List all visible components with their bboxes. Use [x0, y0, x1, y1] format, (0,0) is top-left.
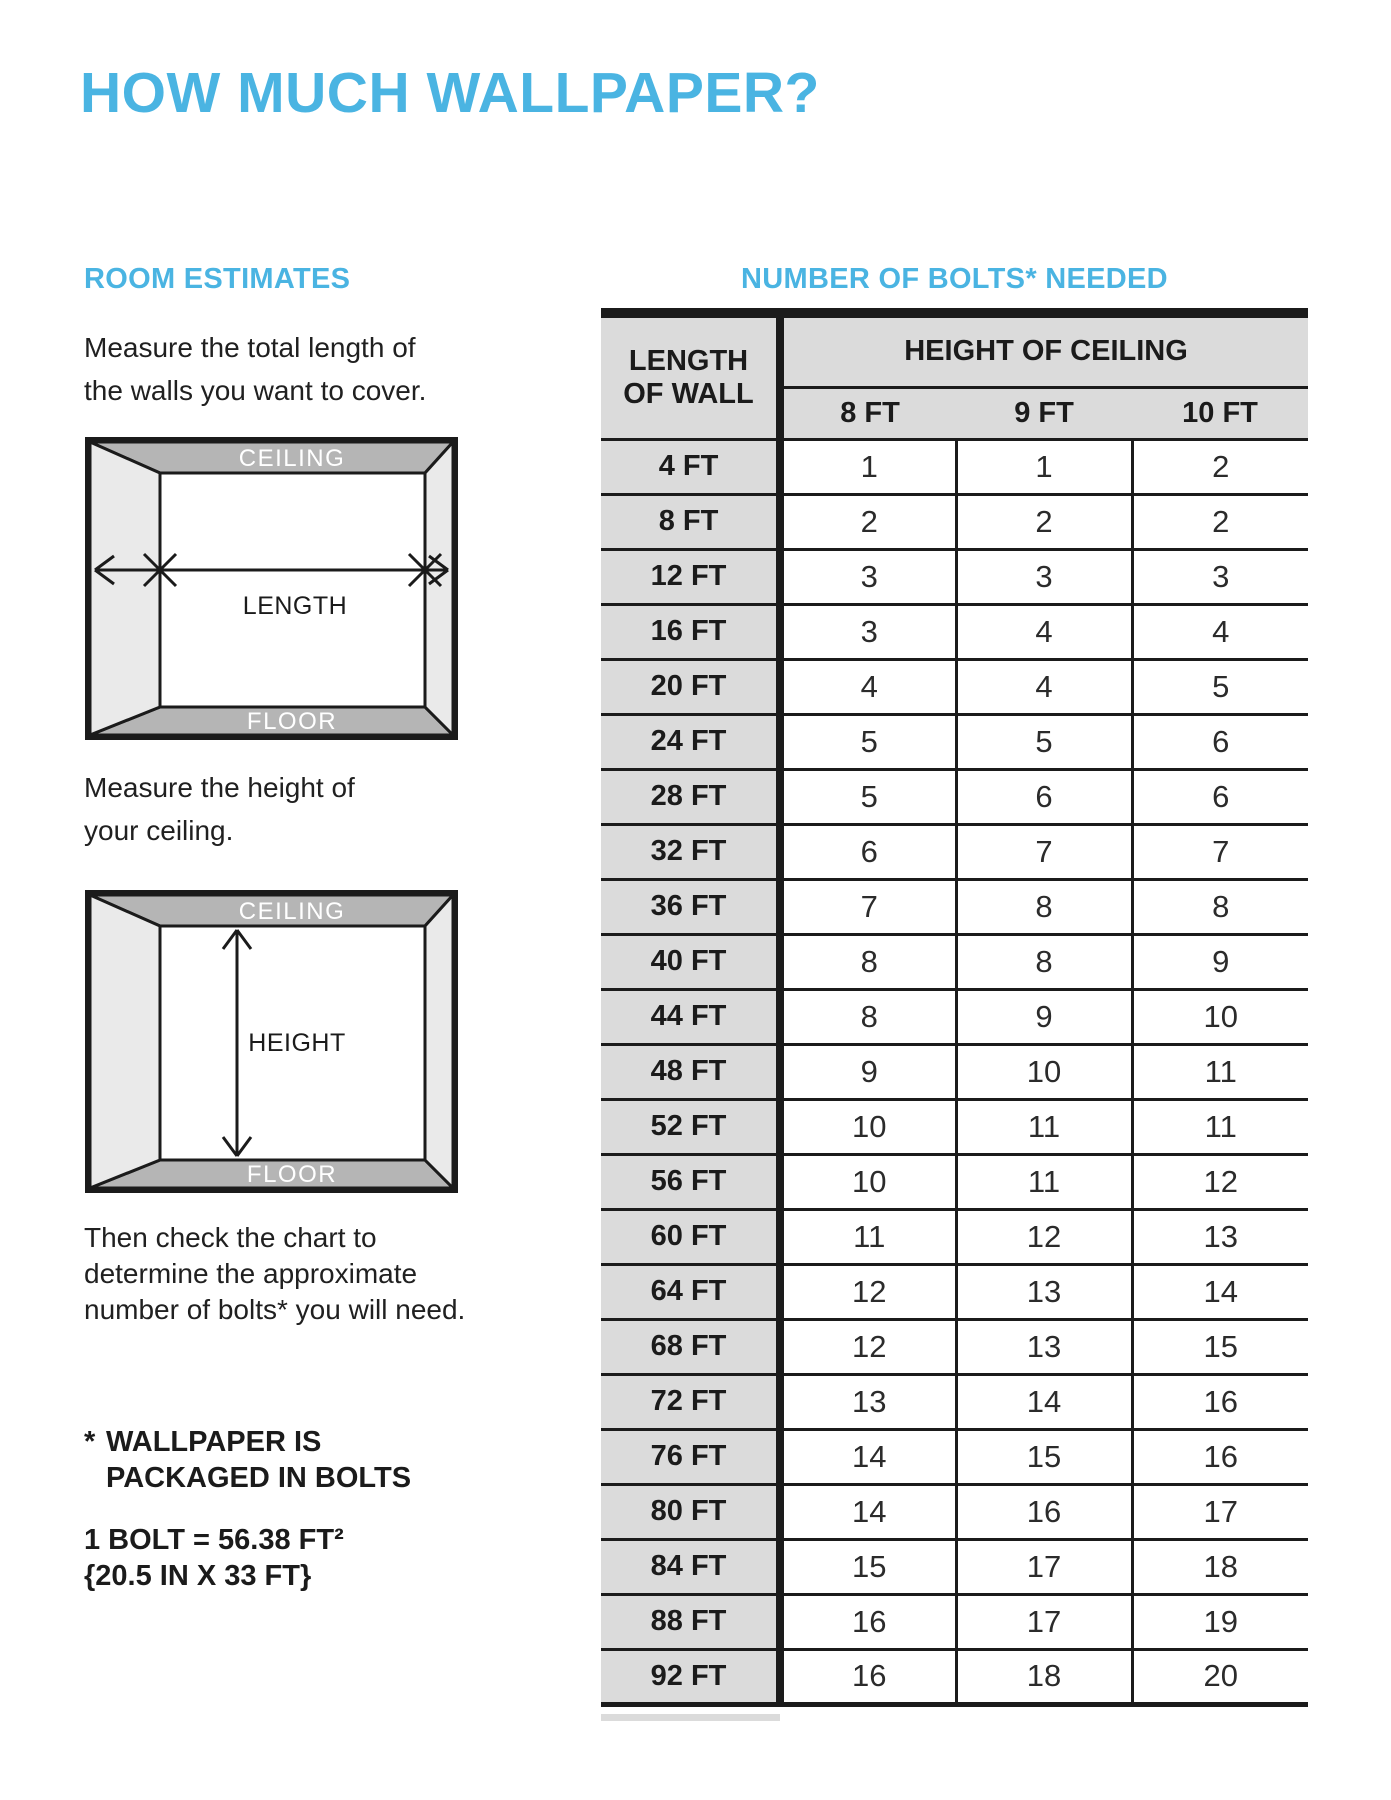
bolts-10ft-cell: 17 — [1132, 1484, 1308, 1539]
bolts-8ft-cell: 5 — [780, 714, 956, 769]
table-row — [601, 1429, 1308, 1484]
wall-length-cell: 40 FT — [601, 934, 780, 989]
bolts-9ft-cell: 5 — [956, 714, 1132, 769]
bolts-8ft-cell: 7 — [780, 879, 956, 934]
bolts-8ft-cell: 12 — [780, 1319, 956, 1374]
instruction-step2-line1: Measure the height of — [84, 772, 355, 803]
table-row — [601, 494, 1308, 549]
wall-length-cell: 4 FT — [601, 439, 780, 494]
wall-length-cell: 48 FT — [601, 1044, 780, 1099]
wall-length-cell: 84 FT — [601, 1539, 780, 1594]
instruction-step1-line1: Measure the total length of — [84, 332, 416, 363]
wall-length-cell: 80 FT — [601, 1484, 780, 1539]
bolts-8ft-cell: 13 — [780, 1374, 956, 1429]
bolts-9ft-cell: 14 — [956, 1374, 1132, 1429]
bolts-10ft-cell: 7 — [1132, 824, 1308, 879]
table-row — [601, 769, 1308, 824]
wall-length-cell: 20 FT — [601, 659, 780, 714]
wall-length-cell: 72 FT — [601, 1374, 780, 1429]
bolts-9ft-cell: 12 — [956, 1209, 1132, 1264]
col-header-8ft: 8 FT — [780, 387, 956, 439]
table-row — [601, 439, 1308, 494]
bolts-table-wrap — [601, 308, 1308, 1707]
bolts-8ft-cell: 16 — [780, 1649, 956, 1704]
table-row — [601, 989, 1308, 1044]
table-row — [601, 1484, 1308, 1539]
bolts-8ft-cell: 16 — [780, 1594, 956, 1649]
wall-length-cell: 24 FT — [601, 714, 780, 769]
wall-length-cell: 92 FT — [601, 1649, 780, 1704]
bolts-9ft-cell: 2 — [956, 494, 1132, 549]
wall-length-cell: 16 FT — [601, 604, 780, 659]
length-of-wall-line2: OF WALL — [623, 377, 754, 410]
footnote-line2: PACKAGED IN BOLTS — [106, 1462, 412, 1494]
bolts-9ft-cell: 1 — [956, 439, 1132, 494]
floor-label: FLOOR — [246, 1161, 338, 1188]
bolts-8ft-cell: 11 — [780, 1209, 956, 1264]
bolts-10ft-cell: 20 — [1132, 1649, 1308, 1704]
instruction-step2 — [84, 766, 355, 852]
length-room-diagram — [85, 437, 458, 740]
instruction-step1-line2: the walls you want to cover. — [84, 375, 427, 406]
table-row — [601, 1319, 1308, 1374]
wall-length-cell: 12 FT — [601, 549, 780, 604]
wall-length-cell: 64 FT — [601, 1264, 780, 1319]
bolts-9ft-cell: 6 — [956, 769, 1132, 824]
bolts-8ft-cell: 10 — [780, 1099, 956, 1154]
length-of-wall-header — [601, 313, 780, 439]
bolts-9ft-cell: 7 — [956, 824, 1132, 879]
bolts-8ft-cell: 5 — [780, 769, 956, 824]
room-estimates-heading: ROOM ESTIMATES — [84, 263, 351, 295]
table-row — [601, 879, 1308, 934]
bolts-table — [601, 308, 1308, 1707]
wall-length-cell: 8 FT — [601, 494, 780, 549]
wall-length-cell: 56 FT — [601, 1154, 780, 1209]
bolts-8ft-cell: 8 — [780, 934, 956, 989]
bolts-9ft-cell: 13 — [956, 1319, 1132, 1374]
bolts-9ft-cell: 11 — [956, 1099, 1132, 1154]
bolts-9ft-cell: 8 — [956, 879, 1132, 934]
height-of-ceiling-header: HEIGHT OF CEILING — [780, 313, 1308, 387]
table-row — [601, 1539, 1308, 1594]
wall-length-cell: 60 FT — [601, 1209, 780, 1264]
bolts-10ft-cell: 18 — [1132, 1539, 1308, 1594]
bolts-9ft-cell: 15 — [956, 1429, 1132, 1484]
bolts-8ft-cell: 3 — [780, 549, 956, 604]
bolts-9ft-cell: 17 — [956, 1539, 1132, 1594]
bolts-8ft-cell: 14 — [780, 1429, 956, 1484]
bolts-10ft-cell: 8 — [1132, 879, 1308, 934]
bolts-needed-heading: NUMBER OF BOLTS* NEEDED — [741, 263, 1168, 295]
wall-length-cell: 44 FT — [601, 989, 780, 1044]
wall-length-cell: 28 FT — [601, 769, 780, 824]
bolt-size-note — [84, 1522, 344, 1594]
instruction-step2-line2: your ceiling. — [84, 815, 234, 846]
table-row — [601, 604, 1308, 659]
bolts-9ft-cell: 13 — [956, 1264, 1132, 1319]
right-wall-panel — [425, 895, 453, 1188]
footnote-text — [106, 1424, 411, 1496]
left-wall-panel — [90, 442, 160, 735]
table-row — [601, 1154, 1308, 1209]
table-row — [601, 1099, 1308, 1154]
bolts-10ft-cell: 11 — [1132, 1099, 1308, 1154]
bolts-9ft-cell: 4 — [956, 604, 1132, 659]
bolts-9ft-cell: 16 — [956, 1484, 1132, 1539]
bolts-8ft-cell: 9 — [780, 1044, 956, 1099]
col-header-10ft: 10 FT — [1132, 387, 1308, 439]
height-room-diagram — [85, 890, 458, 1193]
bolts-9ft-cell: 4 — [956, 659, 1132, 714]
bolts-10ft-cell: 6 — [1132, 769, 1308, 824]
height-label: HEIGHT — [248, 1029, 346, 1057]
bolt-size-line1: 1 BOLT = 56.38 FT² — [84, 1524, 344, 1556]
table-row — [601, 934, 1308, 989]
table-left-column-tail — [601, 1714, 780, 1721]
bolts-8ft-cell: 15 — [780, 1539, 956, 1594]
table-row — [601, 659, 1308, 714]
bolts-8ft-cell: 2 — [780, 494, 956, 549]
length-label: LENGTH — [242, 592, 348, 620]
page-title: HOW MUCH WALLPAPER? — [80, 61, 820, 125]
wallpaper-footnote — [84, 1424, 411, 1496]
bolts-9ft-cell: 3 — [956, 549, 1132, 604]
bolts-10ft-cell: 9 — [1132, 934, 1308, 989]
footnote-line1: WALLPAPER IS — [106, 1426, 322, 1458]
bolts-10ft-cell: 2 — [1132, 494, 1308, 549]
bolts-table-body — [601, 439, 1308, 1704]
bolt-size-line2: {20.5 IN X 33 FT} — [84, 1560, 312, 1592]
table-row — [601, 1209, 1308, 1264]
table-row — [601, 1044, 1308, 1099]
bolts-9ft-cell: 18 — [956, 1649, 1132, 1704]
bolts-10ft-cell: 10 — [1132, 989, 1308, 1044]
ceiling-label: CEILING — [238, 445, 346, 472]
wall-length-cell: 76 FT — [601, 1429, 780, 1484]
instruction-step3-line1: Then check the chart to — [84, 1222, 377, 1253]
table-row — [601, 1649, 1308, 1704]
bolts-9ft-cell: 8 — [956, 934, 1132, 989]
bolts-10ft-cell: 15 — [1132, 1319, 1308, 1374]
bolts-10ft-cell: 5 — [1132, 659, 1308, 714]
table-row — [601, 824, 1308, 879]
right-wall-panel — [425, 442, 453, 735]
bolts-10ft-cell: 16 — [1132, 1429, 1308, 1484]
bolts-10ft-cell: 2 — [1132, 439, 1308, 494]
bolts-10ft-cell: 19 — [1132, 1594, 1308, 1649]
table-row — [601, 714, 1308, 769]
bolts-8ft-cell: 3 — [780, 604, 956, 659]
instruction-step3 — [84, 1220, 465, 1328]
bolts-8ft-cell: 10 — [780, 1154, 956, 1209]
bolts-10ft-cell: 3 — [1132, 549, 1308, 604]
bolts-9ft-cell: 17 — [956, 1594, 1132, 1649]
bolts-8ft-cell: 4 — [780, 659, 956, 714]
wall-length-cell: 32 FT — [601, 824, 780, 879]
wall-length-cell: 88 FT — [601, 1594, 780, 1649]
table-row — [601, 1594, 1308, 1649]
instruction-step3-line2: determine the approximate — [84, 1258, 418, 1289]
bolts-9ft-cell: 10 — [956, 1044, 1132, 1099]
bolts-10ft-cell: 16 — [1132, 1374, 1308, 1429]
bolts-10ft-cell: 12 — [1132, 1154, 1308, 1209]
bolts-9ft-cell: 11 — [956, 1154, 1132, 1209]
bolts-10ft-cell: 6 — [1132, 714, 1308, 769]
table-row — [601, 549, 1308, 604]
instruction-step1 — [84, 326, 426, 412]
wall-length-cell: 36 FT — [601, 879, 780, 934]
floor-label: FLOOR — [246, 708, 338, 735]
col-header-9ft: 9 FT — [956, 387, 1132, 439]
bolts-10ft-cell: 13 — [1132, 1209, 1308, 1264]
table-row — [601, 1264, 1308, 1319]
bolts-10ft-cell: 4 — [1132, 604, 1308, 659]
bolts-10ft-cell: 14 — [1132, 1264, 1308, 1319]
bolts-8ft-cell: 12 — [780, 1264, 956, 1319]
bolts-10ft-cell: 11 — [1132, 1044, 1308, 1099]
instruction-step3-line3: number of bolts* you will need. — [84, 1294, 466, 1325]
footnote-asterisk: * — [84, 1426, 96, 1458]
bolts-8ft-cell: 6 — [780, 824, 956, 879]
bolts-8ft-cell: 1 — [780, 439, 956, 494]
bolts-8ft-cell: 14 — [780, 1484, 956, 1539]
wall-length-cell: 68 FT — [601, 1319, 780, 1374]
left-wall-panel — [90, 895, 160, 1188]
length-of-wall-line1: LENGTH — [628, 344, 749, 377]
bolts-8ft-cell: 8 — [780, 989, 956, 1044]
back-wall — [160, 473, 425, 707]
bolts-9ft-cell: 9 — [956, 989, 1132, 1044]
table-row — [601, 1374, 1308, 1429]
wall-length-cell: 52 FT — [601, 1099, 780, 1154]
ceiling-label: CEILING — [238, 898, 346, 925]
